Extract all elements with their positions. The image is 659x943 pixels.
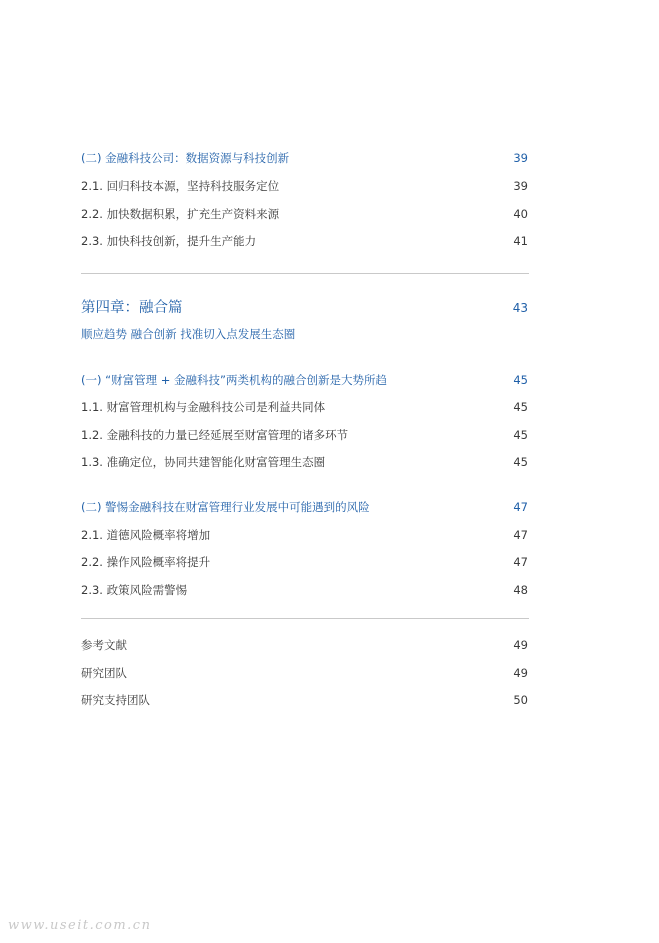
toc-entry-page: 41 [513, 234, 528, 248]
toc-entry-title: (二) 警惕金融科技在财富管理行业发展中可能遇到的风险 [81, 500, 370, 514]
toc-entry-page: 39 [513, 179, 528, 193]
toc-entry-title: 2.2. 操作风险概率将提升 [81, 555, 211, 569]
toc-entry-page: 50 [513, 693, 528, 707]
toc-entry-page: 47 [513, 528, 528, 542]
toc-entry-support-team[interactable] [81, 692, 528, 708]
toc-entry-page: 45 [513, 400, 528, 414]
toc-entry-title: 1.1. 财富管理机构与金融科技公司是利益共同体 [81, 400, 326, 414]
toc-entry-research-team[interactable] [81, 665, 528, 681]
toc-entry-page: 47 [513, 555, 528, 569]
toc-chapter-heading[interactable] [81, 298, 528, 318]
toc-entry-page: 45 [513, 455, 528, 469]
toc-entry[interactable] [81, 527, 528, 543]
toc-entry[interactable] [81, 427, 528, 443]
toc-entry-title: 2.2. 加快数据积累，扩充生产资料来源 [81, 207, 280, 221]
toc-entry-title: 2.1. 回归科技本源，坚持科技服务定位 [81, 179, 280, 193]
toc-entry-title: 第四章：融合篇 [81, 300, 183, 316]
watermark: www.useit.com.cn [8, 918, 152, 933]
toc-entry-page: 49 [513, 638, 528, 652]
toc-section-heading[interactable] [81, 150, 528, 166]
toc-entry[interactable] [81, 454, 528, 470]
toc-entry-title: (一) “财富管理 + 金融科技”两类机构的融合创新是大势所趋 [81, 373, 387, 387]
toc-entry-references[interactable] [81, 637, 528, 653]
toc-entry-page: 45 [513, 428, 528, 442]
toc-section-heading[interactable] [81, 499, 528, 515]
toc-entry[interactable] [81, 178, 528, 194]
toc-entry-page: 40 [513, 207, 528, 221]
section-divider [81, 618, 529, 619]
toc-entry-title: 研究团队 [81, 666, 127, 680]
toc-entry-page: 39 [513, 151, 528, 165]
toc-entry-title: 2.3. 政策风险需警惕 [81, 583, 188, 597]
toc-entry[interactable] [81, 233, 528, 249]
toc-entry-title: 2.1. 道德风险概率将增加 [81, 528, 211, 542]
toc-entry-page: 43 [512, 301, 528, 315]
toc-entry-page: 47 [513, 500, 528, 514]
toc-entry-page: 45 [513, 373, 528, 387]
toc-entry-title: 参考文献 [81, 638, 127, 652]
toc-entry-title: 1.3. 准确定位，协同共建智能化财富管理生态圈 [81, 455, 326, 469]
toc-entry[interactable] [81, 399, 528, 415]
toc-section-heading[interactable] [81, 372, 528, 388]
section-divider [81, 273, 529, 274]
toc-entry-title: 1.2. 金融科技的力量已经延展至财富管理的诸多环节 [81, 428, 349, 442]
toc-entry-page: 48 [513, 583, 528, 597]
chapter-subtitle: 顺应趋势 融合创新 找准切入点发展生态圈 [81, 327, 296, 341]
toc-entry-title: 研究支持团队 [81, 693, 150, 707]
toc-entry[interactable] [81, 582, 528, 598]
toc-entry-title: (二) 金融科技公司：数据资源与科技创新 [81, 151, 290, 165]
toc-entry-page: 49 [513, 666, 528, 680]
toc-entry[interactable] [81, 206, 528, 222]
toc-entry-title: 2.3. 加快科技创新，提升生产能力 [81, 234, 257, 248]
toc-entry[interactable] [81, 554, 528, 570]
